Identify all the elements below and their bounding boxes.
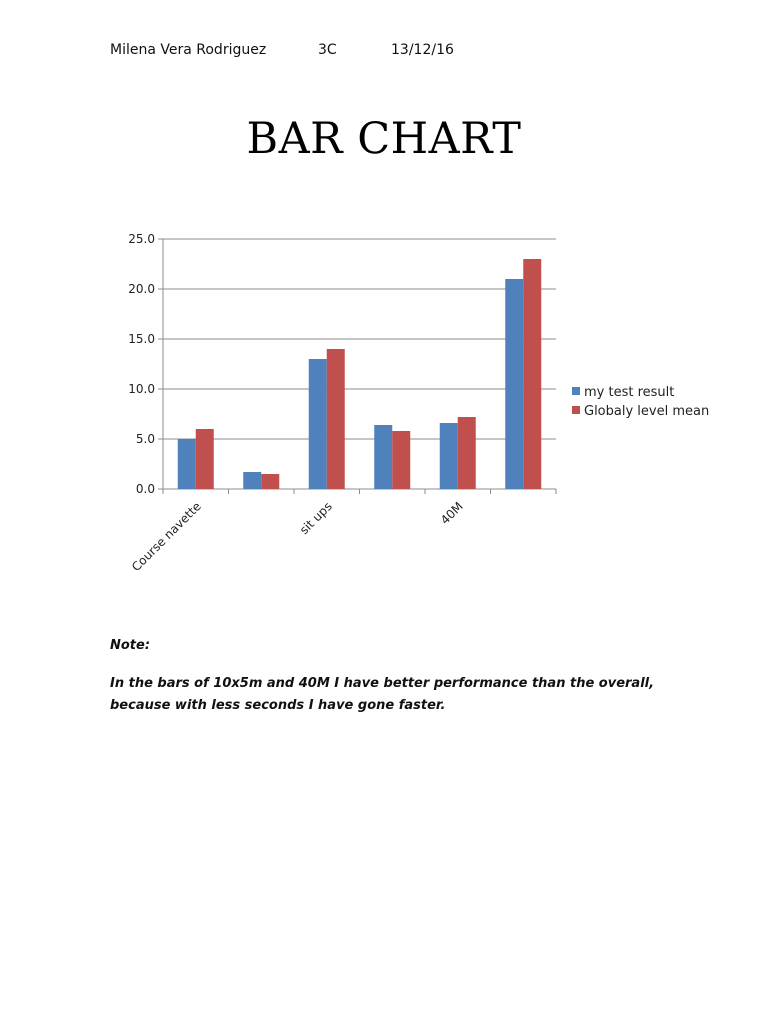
y-tick-label: 5.0 [135, 432, 155, 446]
bar [243, 472, 261, 489]
bar [327, 349, 345, 489]
note-text: In the bars of 10x5m and 40M I have better performance than the overall, because with less seconds I have gone faster. [110, 676, 655, 713]
bar [261, 474, 279, 489]
y-tick-label: 0.0 [135, 482, 155, 496]
bar [440, 423, 458, 489]
bar [309, 359, 327, 489]
y-tick-label: 25.0 [128, 232, 155, 246]
student-name: Milena Vera Rodriguez [110, 42, 267, 58]
legend-label: my test result [584, 385, 675, 400]
legend-swatch [572, 406, 580, 414]
y-tick-label: 20.0 [128, 282, 155, 296]
legend-label: Globaly level mean [584, 404, 710, 419]
student-class: 3C [318, 42, 337, 58]
note-block [110, 638, 710, 717]
legend-swatch [572, 387, 580, 395]
bar [178, 439, 196, 489]
bar [458, 417, 476, 489]
bar [523, 259, 541, 489]
document-title: BAR CHART [246, 114, 522, 164]
bar [392, 431, 410, 489]
x-tick-label: 40M [437, 499, 466, 528]
bar [196, 429, 214, 489]
bar [505, 279, 523, 489]
note-title: Note: [110, 638, 151, 653]
y-tick-label: 15.0 [128, 332, 155, 346]
bar [374, 425, 392, 489]
document-date: 13/12/16 [391, 42, 454, 58]
x-tick-label: sit ups [296, 499, 335, 538]
x-tick-label: Course navette [128, 499, 204, 575]
y-tick-label: 10.0 [128, 382, 155, 396]
